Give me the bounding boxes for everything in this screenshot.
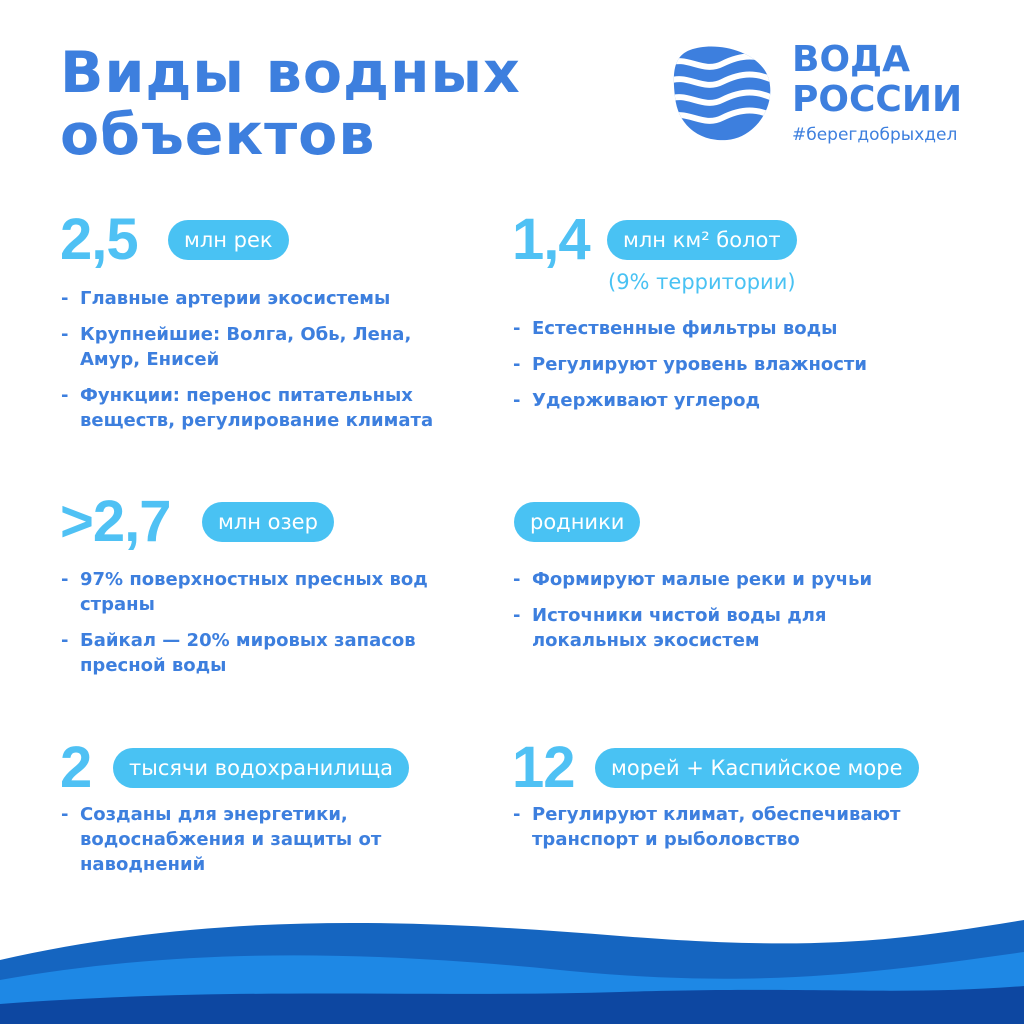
reservoirs-list (60, 802, 390, 888)
water-waves-logo-icon (672, 42, 772, 142)
list-item: - Байкал — 20% мировых запасов пресной воды (60, 628, 470, 678)
logo-line-1: ВОДА (792, 39, 910, 80)
logo-line-2: РОССИИ (792, 79, 963, 120)
rivers-list (60, 286, 480, 444)
voda-rossii-logo (672, 40, 992, 150)
swamps-section (512, 207, 992, 450)
reservoirs-label: тысячи водохранилища (113, 748, 409, 788)
list-item: - Крупнейшие: Волга, Обь, Лена, Амур, Енисей (60, 322, 440, 372)
seas-list (512, 802, 952, 863)
list-item: - Созданы для энергетики, водоснабжения и защиты от наводнений (60, 802, 390, 877)
wave-decoration (0, 900, 1024, 1024)
rivers-number: 2,5 (60, 207, 138, 272)
springs-section (512, 492, 992, 692)
lakes-label: млн озер (202, 502, 334, 542)
seas-number: 12 (512, 735, 575, 800)
list-item: - Функции: перенос питательных веществ, регулирование климата (60, 383, 470, 433)
lakes-list (60, 567, 470, 689)
rivers-label: млн рек (168, 220, 289, 260)
seas-label: морей + Каспийское море (595, 748, 919, 788)
reservoirs-section (60, 735, 500, 888)
list-item: - Формируют малые реки и ручьи (512, 567, 882, 592)
swamps-list (512, 316, 982, 424)
list-item: - Регулируют климат, обеспечивают транспорт и рыболовство (512, 802, 952, 852)
swamps-label: млн км² болот (607, 220, 797, 260)
list-item: - Регулируют уровень влажности (512, 352, 982, 377)
rivers-section (60, 207, 490, 450)
springs-label: родники (514, 502, 640, 542)
lakes-section (60, 489, 490, 692)
list-item: - 97% поверхностных пресных вод страны (60, 567, 470, 617)
list-item: - Главные артерии экосистемы (60, 286, 480, 311)
springs-list (512, 567, 882, 664)
list-item: - Удерживают углерод (512, 388, 982, 413)
title-line-1: Виды водных (60, 40, 521, 106)
swamps-note: (9% территории) (608, 270, 796, 294)
list-item: - Естественные фильтры воды (512, 316, 982, 341)
seas-section (512, 735, 992, 888)
logo-hashtag: #берегдобрыхдел (792, 125, 958, 145)
lakes-number: >2,7 (60, 489, 171, 554)
list-item: - Источники чистой воды для локальных экосистем (512, 603, 882, 653)
logo-wordmark (792, 40, 992, 120)
reservoirs-number: 2 (60, 735, 92, 800)
title-line-2: объектов (60, 102, 376, 168)
swamps-number: 1,4 (512, 207, 590, 272)
page-title (60, 42, 580, 166)
